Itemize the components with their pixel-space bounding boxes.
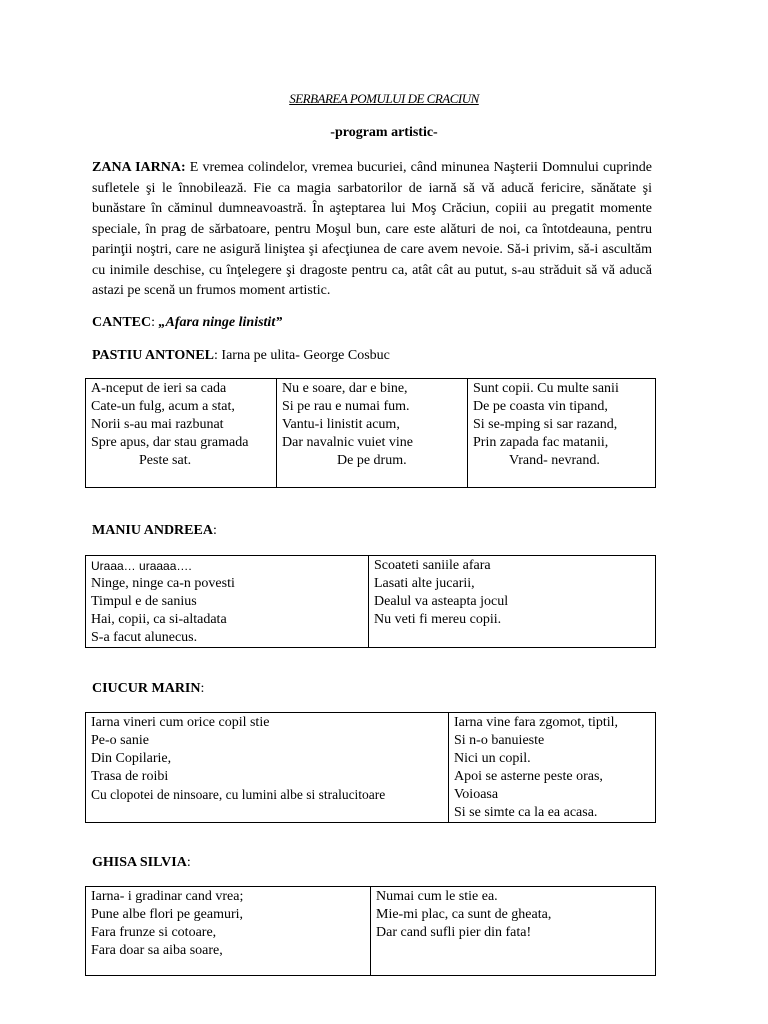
poem-column	[449, 713, 656, 823]
poem-line: Hai, copii, ca si-altadata	[91, 612, 227, 627]
section-suffix: :	[200, 681, 205, 696]
poem-line: Iarna vine fara zgomot, tiptil,	[454, 715, 619, 730]
poem-line: Peste sat.	[139, 453, 192, 468]
cantec-label: CANTEC	[92, 315, 152, 330]
section-speaker: PASTIU ANTONEL	[92, 348, 215, 363]
poem-line: De pe drum.	[337, 453, 407, 468]
intro-paragraph	[92, 158, 652, 302]
poem-column	[86, 887, 371, 976]
document-title: SERBAREA POMULUI DE CRACIUN	[289, 91, 479, 106]
section-heading-ghisa	[92, 853, 191, 873]
poem-line: Iarna vineri cum orice copil stie	[91, 715, 270, 730]
intro-speaker: ZANA IARNA:	[92, 160, 186, 175]
section-heading-ciucur	[92, 679, 204, 699]
poem-line: Numai cum le stie ea.	[376, 889, 498, 904]
poem-line: Si pe rau e numai fum.	[282, 399, 410, 414]
poem-line: Dar cand sufli pier din fata!	[376, 925, 532, 940]
poem-line: Pe-o sanie	[91, 733, 149, 748]
poem-column	[277, 379, 468, 488]
cantec-heading	[92, 313, 282, 333]
section-suffix: :	[212, 523, 217, 538]
poem-line: Scoateti saniile afara	[374, 558, 491, 573]
poem-table-ciucur	[85, 712, 656, 823]
poem-column	[86, 379, 277, 488]
poem-line: Si se simte ca la ea acasa.	[454, 805, 598, 820]
poem-line: Mie-mi plac, ca sunt de gheata,	[376, 907, 552, 922]
poem-line: Si n-o banuieste	[454, 733, 545, 748]
poem-line: Apoi se asterne peste oras,	[454, 769, 603, 784]
poem-line: Prin zapada fac matanii,	[473, 435, 609, 450]
poem-line: Uraaa… uraaaa….	[91, 559, 192, 573]
poem-line: Dealul va asteapta jocul	[374, 594, 509, 609]
poem-line: Lasati alte jucarii,	[374, 576, 475, 591]
poem-line: Fara frunze si cotoare,	[91, 925, 217, 940]
poem-column	[86, 713, 449, 823]
poem-line: Voioasa	[454, 787, 499, 802]
poem-line: Norii s-au mai razbunat	[91, 417, 224, 432]
section-speaker: MANIU ANDREEA	[92, 523, 213, 538]
poem-line: Sunt copii. Cu multe sanii	[473, 381, 619, 396]
poem-line: Vantu-i linistit acum,	[282, 417, 400, 432]
poem-table-maniu	[85, 555, 656, 648]
poem-line: Spre apus, dar stau gramada	[91, 435, 249, 450]
section-heading-maniu	[92, 521, 217, 541]
poem-column	[468, 379, 656, 488]
poem-line: Cate-un fulg, acum a stat,	[91, 399, 235, 414]
poem-line: S-a facut alunecus.	[91, 630, 198, 645]
poem-line: Vrand- nevrand.	[509, 453, 600, 468]
section-speaker: CIUCUR MARIN	[92, 681, 201, 696]
poem-line: Din Copilarie,	[91, 751, 172, 766]
cantec-separator: :	[151, 315, 159, 330]
poem-line: Dar navalnic vuiet vine	[282, 435, 414, 450]
poem-line: Fara doar sa aiba soare,	[91, 943, 223, 958]
poem-column	[369, 556, 656, 648]
poem-line: Trasa de roibi	[91, 769, 169, 784]
document-subtitle: -program artistic-	[330, 125, 438, 140]
poem-line: Timpul e de sanius	[91, 594, 197, 609]
poem-line: Si se-mping si sar razand,	[473, 417, 618, 432]
poem-line: De pe coasta vin tipand,	[473, 399, 608, 414]
poem-line: Pune albe flori pe geamuri,	[91, 907, 244, 922]
poem-column	[371, 887, 656, 976]
poem-line: Cu clopotei de ninsoare, cu lumini albe si stralucitoare	[91, 787, 386, 802]
section-poem-title: : Iarna pe ulita- George Cosbuc	[214, 348, 390, 363]
poem-column	[86, 556, 369, 648]
intro-text: E vremea colindelor, vremea bucuriei, când minunea Naşterii Domnului cuprinde sufletele şi le înnobilează. Fie ca magia sarbatorilor de iarnă să vă aducă fericire, sănătate şi bunăstare în căminul dumneavoastră. În aşteptarea lui Moş Crăciun, copiii au pregatit momente speciale, în prag de sărbatoare, pentru Moşul bun, care este alături de noi, ca întotdeauna, pentru parinţii noştri, care ne asigură liniştea şi afecţiunea de care avem nevoie. Să-i privim, să-i ascultăm cu inimile deschise, cu înţelegere şi dragoste pentru ca, atât cât au putut, s-au străduit să vă aducă astazi pe scenă un frumos moment artistic.	[92, 160, 653, 298]
section-heading-pastiu	[92, 346, 390, 366]
poem-table-pastiu	[85, 378, 656, 488]
poem-line: Nu e soare, dar e bine,	[282, 381, 408, 396]
poem-line: Nu veti fi mereu copii.	[374, 612, 502, 627]
poem-line: A-nceput de ieri sa cada	[91, 381, 227, 396]
poem-table-ghisa	[85, 886, 656, 976]
section-suffix: :	[186, 855, 191, 870]
poem-line: Iarna- i gradinar cand vrea;	[91, 889, 244, 904]
cantec-song-title: „Afara ninge linistit”	[158, 315, 283, 330]
poem-line: Ninge, ninge ca-n povesti	[91, 576, 235, 591]
poem-line: Nici un copil.	[454, 751, 531, 766]
section-speaker: GHISA SILVIA	[92, 855, 187, 870]
